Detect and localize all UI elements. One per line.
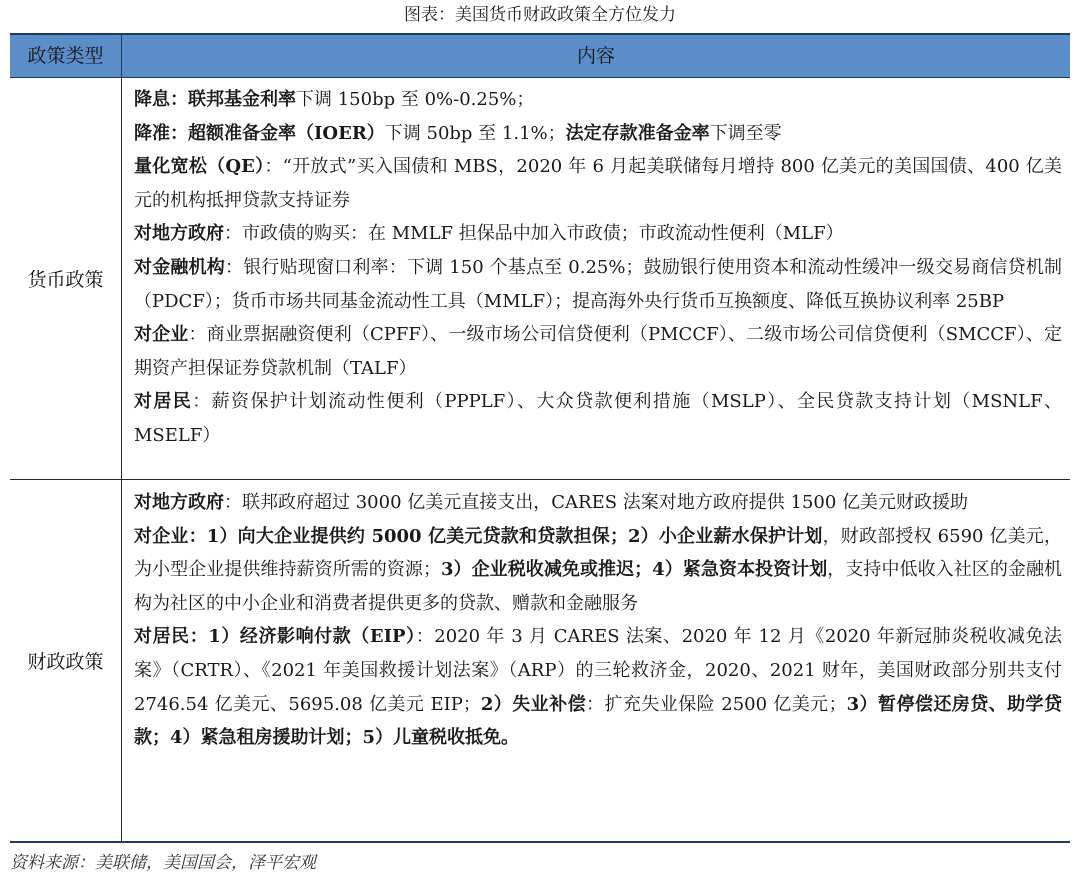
policy-item-bold-text: 对居民 [134,391,193,413]
policy-item [134,251,1062,318]
header-policy-type: 政策类型 [10,35,122,77]
header-content: 内容 [576,45,615,67]
section-type-label: 财政政策 [10,480,122,841]
policy-item-text: ：市政债的购买：在 MMLF 担保品中加入市政债；市政流动性便利（MLF） [224,223,844,245]
policy-item-bold-text: 量化宽松（QE） [134,156,265,178]
policy-item-bold-text: 对居民 [134,626,190,648]
section-monetary-policy [10,77,1070,480]
policy-item [134,217,1062,251]
policy-item-text: ：“开放式”买入国债和 MBS，2020 年 6 月起美联储每月增持 800 亿美元的美国国债、400 亿美元的机构抵押贷款支持证券 [134,156,1063,211]
policy-item-bold-text: 对企业 [134,525,189,547]
policy-item-bold-text: 对地方政府 [134,223,224,245]
policy-item [134,520,1062,621]
table-title: 图表：美国货币财政政策全方位发力 [404,5,676,25]
policy-item-text: 下调 50bp 至 1.1%； [384,122,566,144]
policy-item-text: ，支持中低收入社区的金融机构为社区的中小企业和消费者提供更多的贷款、赠款和金融服务 [134,559,1063,614]
policy-item-text: 下调 150bp 至 0%-0.25%； [296,89,535,110]
policy-item-bold-text: ：1）经济影响付款（EIP） [189,626,416,648]
policy-item-bold-text: 法定存款准备金率 [565,122,710,144]
section-fiscal-policy [10,480,1070,841]
policy-item-bold-text: 对金融机构 [134,256,225,278]
policy-item-bold-text: 对地方政府 [134,492,224,513]
policy-item-text: ：扩充失业保险 2500 亿美元； [586,693,847,715]
policy-item-text: ：薪资保护计划流动性便利（PPPLF）、大众贷款便利措施（MSLP）、全民贷款支持计划（MSNLF、MSELF） [134,391,1062,446]
policy-item [134,83,1062,117]
section-type-label: 货币政策 [10,77,122,479]
table-header [10,35,1070,78]
policy-item-bold-text: 对企业 [134,324,189,346]
policy-item-text: 下调至零 [709,122,782,144]
policy-item-text: ，财政部授权 6590 亿美元，为小型企业提供维持薪资所需的资源； [134,525,1062,581]
section-content [134,486,1062,755]
policy-item-bold-text: 2）失业补偿 [480,693,587,715]
policy-item-text: ：2020 年 3 月 CARES 法案、2020 年 12 月《2020 年新冠肺炎税收减免法案》（CRTR）、《2021 年美国救援计划法案》（ARP）的三轮救济金，2020、2021 财年，美国财政部分别共支付 2746.54 亿美元、5695.08 亿美元 EIP； [134,626,1063,715]
policy-table [10,33,1070,843]
policy-item-text: ：商业票据融资便利（CPFF）、一级市场公司信贷便利（PMCCF）、二级市场公司信贷便利（SMCCF）、定期资产担保证券贷款机制（TALF） [134,324,1063,379]
policy-item [134,385,1062,452]
policy-item-bold-text: 联邦基金利率 [188,89,296,110]
policy-item-bold-text: 超额准备金率（IOER） [188,122,385,144]
policy-item-bold-text: 降息： [134,89,188,110]
policy-item-text: ：联邦政府超过 3000 亿美元直接支出，CARES 法案对地方政府提供 1500 亿美元财政援助 [224,492,969,513]
policy-item-bold-text: 3）企业税收减免或推迟；4）紧急资本投资计划 [440,559,828,581]
policy-item [134,117,1062,151]
policy-item [134,318,1062,385]
section-content [134,83,1062,453]
policy-item-text: ：银行贴现窗口利率：下调 150 个基点至 0.25%；鼓励银行使用资本和流动性缓冲一级交易商信贷机制（PDCF）；货币市场共同基金流动性工具（MMLF）；提高海外央行货币互换额度、降低互换协议利率 25BP [134,256,1063,312]
policy-item-bold-text: 3）暂停偿还房贷、助学贷款；4）紧急租房援助计划；5）儿童税收抵免。 [134,693,1062,749]
policy-item [134,150,1062,217]
policy-item-bold-text: 降准： [134,122,188,144]
source-note: 资料来源：美联储，美国国会，泽平宏观 [10,853,316,873]
policy-item-bold-text: ：1）向大企业提供约 5000 亿美元贷款和贷款担保；2）小企业薪水保护计划 [188,525,823,547]
policy-item [134,486,1062,520]
policy-item [134,620,1062,754]
